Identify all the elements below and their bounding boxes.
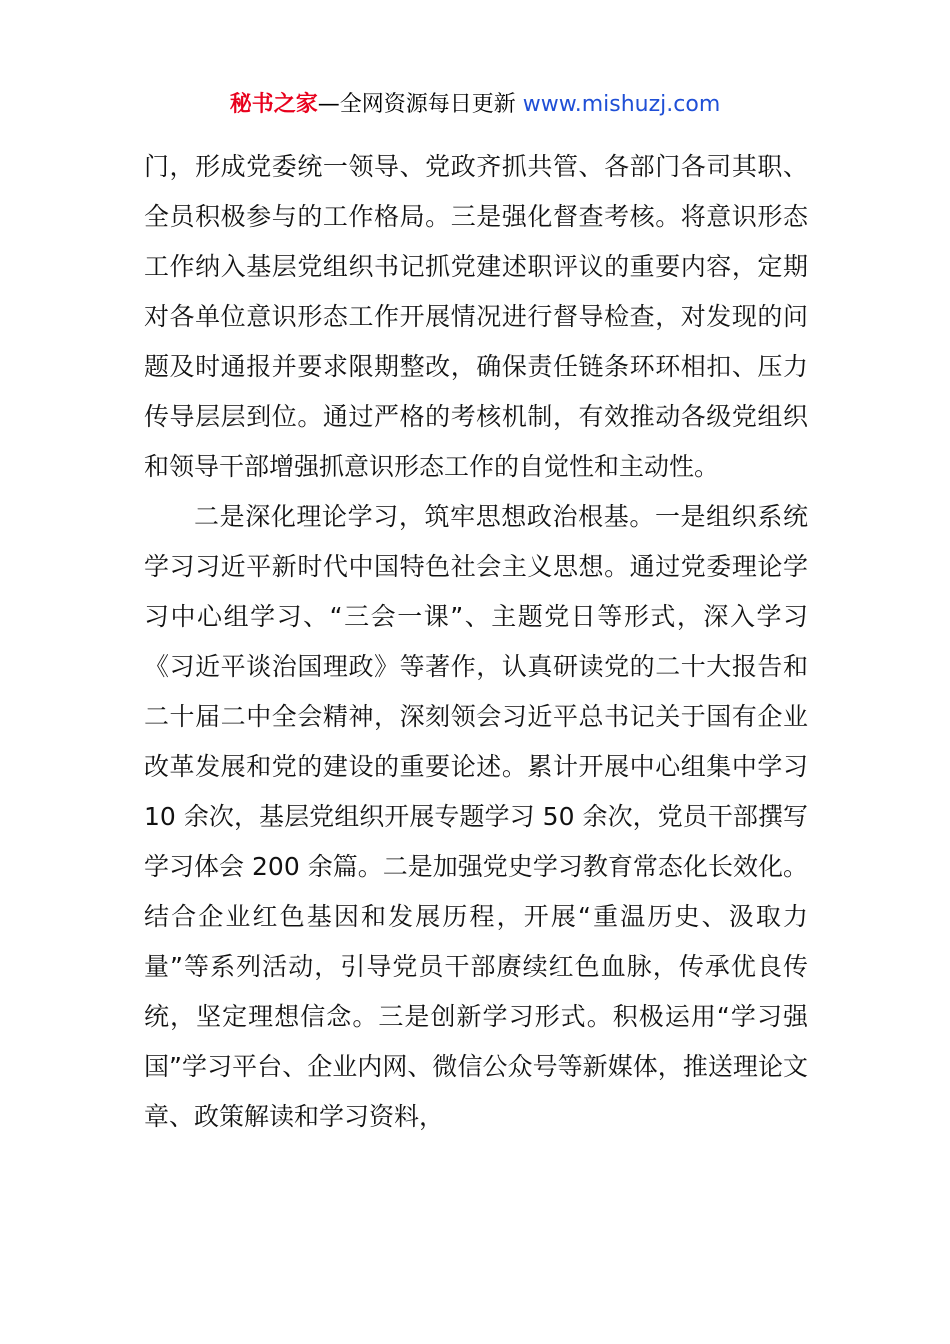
body-paragraph-1: 门，形成党委统一领导、党政齐抓共管、各部门各司其职、全员积极参与的工作格局。三是强化督查考核。将意识形态工作纳入基层党组织书记抓党建述职评议的重要内容，定期对各单位意识形态工作开展情况进行督导检查，对发现的问题及时通报并要求限期整改，确保责任链条环环相扣、压力传导层层到位。通过严格的考核机制，有效推动各级党组织和领导干部增强抓意识形态工作的自觉性和主动性。 xyxy=(144,152,808,481)
header-url-link[interactable]: www.mishuzj.com xyxy=(522,92,721,117)
page-header xyxy=(0,88,950,122)
header-tagline: —全网资源每日更新 xyxy=(317,92,516,117)
document-body xyxy=(144,142,808,1142)
header-brand: 秘书之家 xyxy=(229,92,318,117)
body-paragraph-2: 二是深化理论学习，筑牢思想政治根基。一是组织系统学习习近平新时代中国特色社会主义思想。通过党委理论学习中心组学习、“三会一课”、主题党日等形式，深入学习《习近平谈治国理政》等著作，认真研读党的二十大报告和二十届二中全会精神，深刻领会习近平总书记关于国有企业改革发展和党的建设的重要论述。累计开展中心组集中学习 10 余次，基层党组织开展专题学习 50 余次，党员干部撰写学习体会 200 余篇。二是加强党史学习教育常态化长效化。结合企业红色基因和发展历程，开展“重温历史、汲取力量”等系列活动，引导党员干部赓续红色血脉，传承优良传统，坚定理想信念。三是创新学习形式。积极运用“学习强国”学习平台、企业内网、微信公众号等新媒体，推送理论文章、政策解读和学习资料， xyxy=(144,502,808,1131)
